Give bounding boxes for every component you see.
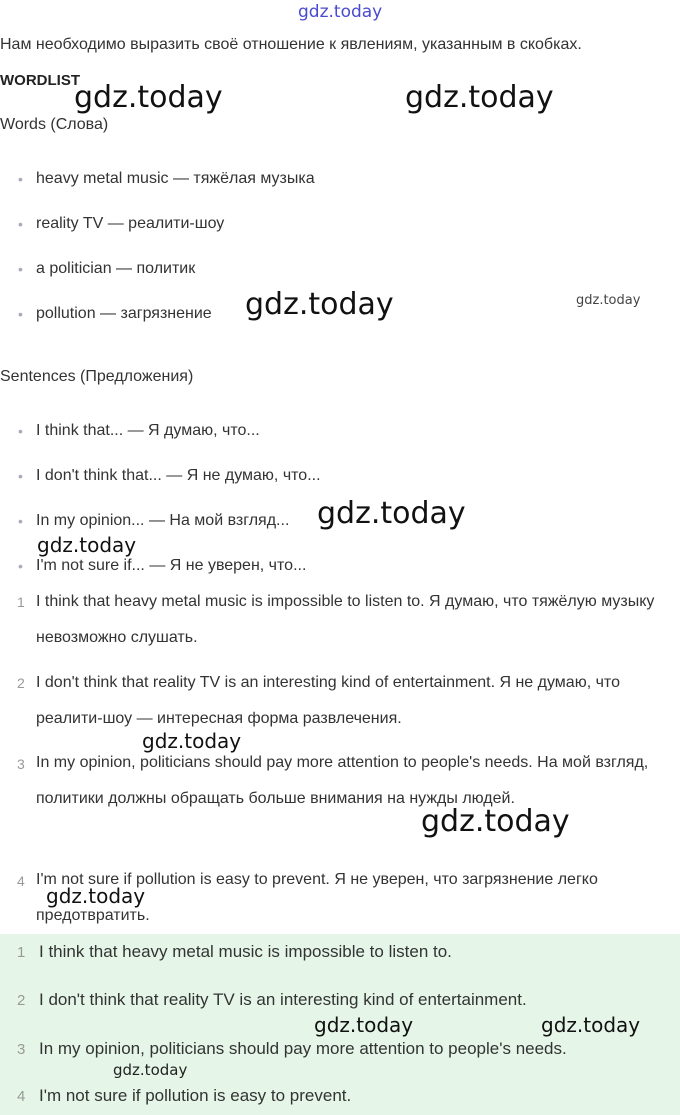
answer-text: In my opinion, politicians should pay more attention to people's needs.: [39, 1039, 567, 1058]
watermark: gdz.today: [317, 496, 466, 531]
wordlist-heading: WORDLIST: [0, 72, 80, 89]
watermark: gdz.today: [37, 533, 137, 557]
item-number: 3: [17, 756, 25, 772]
answer-box: [0, 934, 680, 1115]
watermark: gdz.today: [46, 884, 146, 908]
answer-text: I think that heavy metal music is impossible to listen to.: [39, 942, 452, 961]
site-label[interactable]: gdz.today: [298, 2, 383, 22]
item-number: 1: [17, 594, 25, 610]
intro-text: Нам необходимо выразить своё отношение к явлениям, указанным в скобках.: [0, 36, 582, 53]
watermark: gdz.today: [74, 80, 223, 115]
word-item-text: heavy metal music — тяжёлая музыка: [36, 170, 315, 187]
list-item: [18, 260, 195, 278]
word-item-text: reality TV — реалити-шоу: [36, 215, 225, 232]
watermark: gdz.today: [576, 293, 641, 308]
item-text: In my opinion, politicians should pay more attention to people's needs. На мой взгляд, политики должны обращать больше внимания на нужды людей.: [36, 754, 649, 807]
watermark: gdz.today: [245, 287, 394, 322]
item-text: I'm not sure if pollution is easy to prevent. Я не уверен, что загрязнение легко предотвратить.: [36, 871, 598, 924]
sentence-item-text: I don't think that... — Я не думаю, что...: [36, 467, 321, 484]
sentence-item-text: I'm not sure if... — Я не уверен, что...: [36, 557, 307, 574]
item-number: 2: [17, 675, 25, 691]
sentence-item-text: I think that... — Я думаю, что...: [36, 422, 260, 439]
list-item: [18, 305, 212, 323]
watermark: gdz.today: [142, 729, 242, 753]
watermark: gdz.today: [314, 1013, 414, 1037]
answer-number: 4: [17, 1088, 26, 1105]
sentences-heading: Sentences (Предложения): [0, 368, 194, 385]
list-item: [18, 422, 260, 440]
list-item: [18, 512, 289, 530]
answer-text: I don't think that reality TV is an interesting kind of entertainment.: [39, 990, 527, 1009]
word-item-text: a politician — политик: [36, 260, 196, 277]
watermark: gdz.today: [113, 1061, 188, 1079]
watermark: gdz.today: [421, 804, 570, 839]
word-item-text: pollution — загрязнение: [36, 305, 212, 322]
list-item: [18, 170, 315, 188]
answer-number: 1: [17, 944, 26, 961]
item-text: I don't think that reality TV is an interesting kind of entertainment. Я не думаю, что реалити-шоу — интересная форма развлечения.: [36, 674, 620, 727]
list-item: [18, 215, 224, 233]
words-heading: Words (Слова): [0, 116, 109, 133]
item-number: 4: [17, 873, 25, 889]
answer-number: 2: [17, 992, 26, 1009]
answer-text: I'm not sure if pollution is easy to prevent.: [39, 1086, 352, 1105]
list-item: [18, 467, 321, 485]
watermark: gdz.today: [405, 80, 554, 115]
watermark: gdz.today: [541, 1013, 641, 1037]
sentence-item-text: In my opinion... — На мой взгляд...: [36, 512, 290, 529]
list-item: [18, 557, 306, 575]
item-text: I think that heavy metal music is impossible to listen to. Я думаю, что тяжёлую музыку невозможно слушать.: [36, 593, 655, 646]
answer-number: 3: [17, 1041, 26, 1058]
